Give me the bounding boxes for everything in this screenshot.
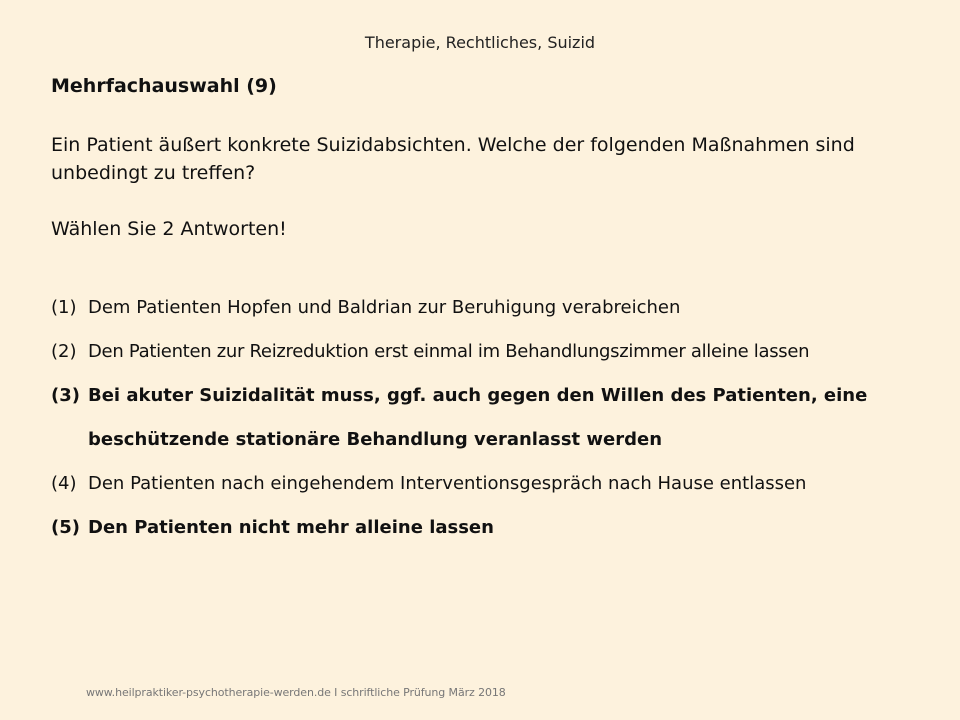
option-text: Den Patienten nicht mehr alleine lassen (88, 517, 494, 538)
answer-option-2 (51, 330, 931, 374)
footer-source: www.heilpraktiker-psychotherapie-werden.de I schriftliche Prüfung März 2018 (86, 686, 506, 699)
option-text: Den Patienten zur Reizreduktion erst einmal im Behandlungszimmer alleine lassen (88, 341, 810, 362)
option-number: (1) (51, 297, 77, 318)
option-number: (5) (51, 517, 80, 538)
option-text: Bei akuter Suizidalität muss, ggf. auch gegen den Willen des Patienten, eine beschützende stationäre Behandlung veranlasst werden (88, 385, 868, 450)
answer-option-3-correct (51, 374, 931, 462)
option-number: (4) (51, 473, 77, 494)
answer-options-list (51, 286, 931, 550)
page-header: Therapie, Rechtliches, Suizid (364, 33, 596, 52)
answer-option-4 (51, 462, 931, 506)
option-text: Den Patienten nach eingehendem Interventionsgespräch nach Hause entlassen (88, 473, 807, 494)
answer-option-1 (51, 286, 931, 330)
answer-instruction: Wählen Sie 2 Antworten! (51, 218, 287, 240)
option-number: (2) (51, 341, 77, 362)
answer-option-5-correct (51, 506, 931, 550)
option-number: (3) (51, 385, 80, 406)
option-text: Dem Patienten Hopfen und Baldrian zur Beruhigung verabreichen (88, 297, 681, 318)
question-heading: Mehrfachauswahl (9) (51, 75, 277, 97)
question-text: Ein Patient äußert konkrete Suizidabsichten. Welche der folgenden Maßnahmen sind unbedingt zu treffen? (51, 134, 855, 184)
